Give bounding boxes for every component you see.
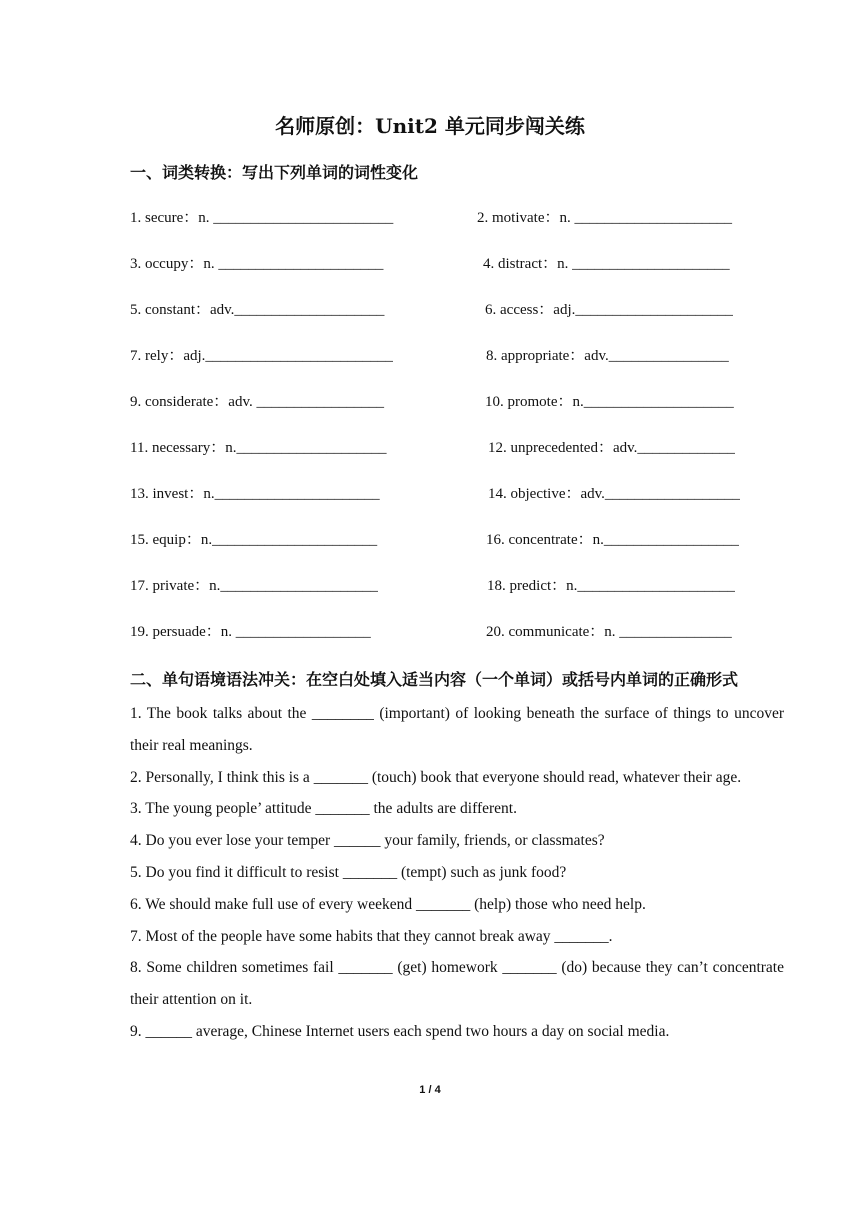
vocab-item-2: 2. motivate：n. _____________________ (477, 210, 732, 226)
vocab-item-5: 5. constant：adv.____________________ (130, 302, 385, 318)
grammar-item-6: 6. We should make full use of every weekend _______ (help) those who need help. (130, 895, 646, 913)
vocab-item-20: 20. communicate：n. _______________ (486, 624, 732, 640)
vocab-item-6: 6. access：adj._____________________ (485, 302, 733, 318)
grammar-item-2: 2. Personally, I think this is a _______ (touch) book that everyone should read, whatever their age. (130, 768, 742, 786)
vocab-item-19: 19. persuade：n. __________________ (130, 624, 371, 640)
vocab-item-4: 4. distract：n. _____________________ (483, 256, 730, 272)
section1-heading: 一、词类转换：写出下列单词的词性变化 (130, 163, 419, 182)
grammar-exercise-list (130, 698, 784, 1048)
vocab-item-13: 13. invest：n.______________________ (130, 486, 380, 502)
section2-heading: 二、单句语境语法冲关：在空白处填入适当内容（一个单词）或括号内单词的正确形式 (130, 670, 739, 689)
vocab-item-11: 11. necessary：n.____________________ (130, 440, 387, 456)
vocab-item-18: 18. predict：n._____________________ (487, 578, 735, 594)
vocab-item-14: 14. objective：adv.__________________ (488, 486, 740, 502)
page-title: 名师原创：Unit2 单元同步闯关练 (275, 114, 585, 138)
vocab-item-8: 8. appropriate：adv.________________ (486, 348, 729, 364)
vocab-item-1: 1. secure：n. ________________________ (130, 210, 394, 226)
vocab-item-16: 16. concentrate：n.__________________ (486, 532, 739, 548)
vocab-item-9: 9. considerate：adv. _________________ (130, 394, 384, 410)
vocab-item-3: 3. occupy：n. ______________________ (130, 256, 384, 272)
grammar-item-1: 1. The book talks about the ________ (important) of looking beneath the surface of things to uncover their real meanings. (130, 705, 784, 754)
vocab-item-12: 12. unprecedented：adv._____________ (488, 440, 735, 456)
grammar-item-5: 5. Do you find it difficult to resist _______ (tempt) such as junk food? (130, 863, 567, 881)
grammar-item-4: 4. Do you ever lose your temper ______ your family, friends, or classmates? (130, 832, 605, 850)
grammar-item-8: 8. Some children sometimes fail _______ (get) homework _______ (do) because they can’t concentrate their attention on it. (130, 959, 784, 1009)
grammar-item-3: 3. The young people’ attitude _______ the adults are different. (130, 800, 517, 818)
grammar-item-7: 7. Most of the people have some habits that they cannot break away _______. (130, 927, 613, 945)
page-number: 1 / 4 (419, 1084, 441, 1096)
grammar-item-9: 9. ______ average, Chinese Internet users each spend two hours a day on social media. (130, 1022, 670, 1040)
vocab-item-15: 15. equip：n.______________________ (130, 532, 378, 548)
vocab-item-7: 7. rely：adj._________________________ (130, 348, 393, 364)
vocab-item-10: 10. promote：n.____________________ (485, 394, 734, 410)
vocab-item-17: 17. private：n._____________________ (130, 578, 378, 594)
